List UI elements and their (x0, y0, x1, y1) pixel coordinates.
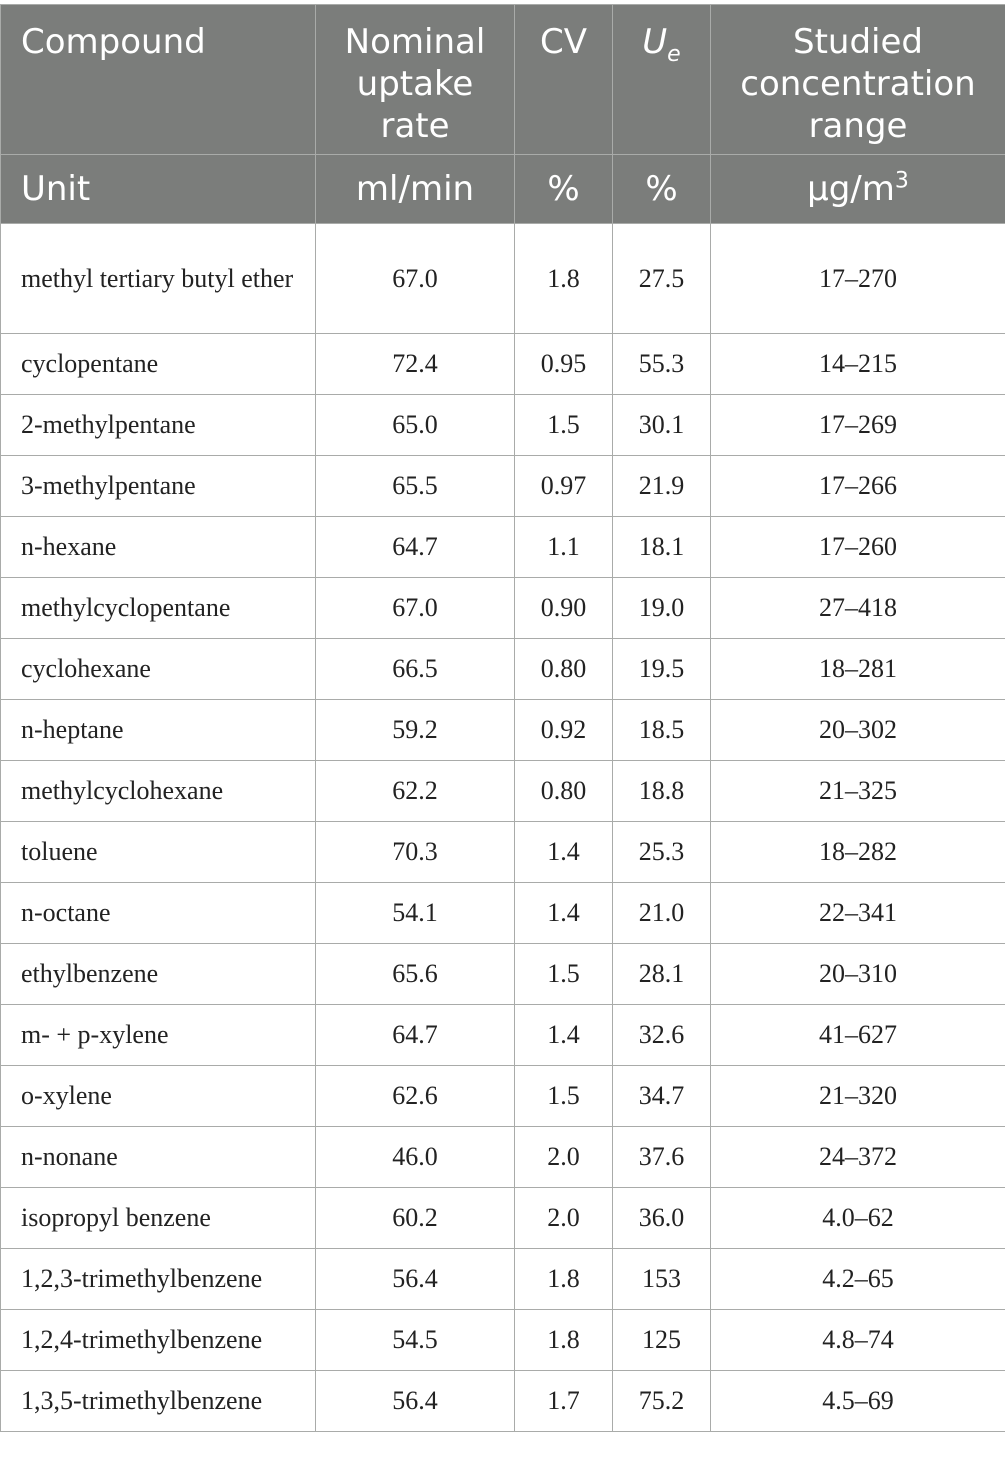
compound-cell: toluene (1, 822, 316, 883)
uptake-rate-cell: 65.6 (316, 944, 515, 1005)
table-row (1, 395, 1005, 456)
compound-cell: cyclopentane (1, 334, 316, 395)
compound-cell: n-hexane (1, 517, 316, 578)
cv-cell: 1.5 (515, 1066, 613, 1127)
compound-cell: ethylbenzene (1, 944, 316, 1005)
cv-cell: 1.8 (515, 1310, 613, 1371)
cv-cell: 1.8 (515, 1249, 613, 1310)
uptake-rate-cell: 54.1 (316, 883, 515, 944)
unit-range-sup: 3 (894, 168, 909, 194)
table-row (1, 1127, 1005, 1188)
table-row (1, 578, 1005, 639)
concentration-range-cell: 17–269 (711, 395, 1005, 456)
concentration-range-cell: 20–310 (711, 944, 1005, 1005)
table-row (1, 700, 1005, 761)
ue-cell: 21.9 (613, 456, 711, 517)
concentration-range-cell: 22–341 (711, 883, 1005, 944)
concentration-range-cell: 20–302 (711, 700, 1005, 761)
cv-cell: 1.1 (515, 517, 613, 578)
ue-cell: 19.5 (613, 639, 711, 700)
concentration-range-cell: 4.8–74 (711, 1310, 1005, 1371)
header-uptake-line: rate (380, 106, 450, 146)
cv-cell: 1.7 (515, 1371, 613, 1432)
ue-cell: 18.5 (613, 700, 711, 761)
header-range-line: Studied (793, 22, 923, 62)
concentration-range-cell: 4.5–69 (711, 1371, 1005, 1432)
cv-cell: 1.5 (515, 944, 613, 1005)
uptake-rate-cell: 56.4 (316, 1371, 515, 1432)
uptake-rate-cell: 64.7 (316, 1005, 515, 1066)
table-row (1, 334, 1005, 395)
compound-cell: n-octane (1, 883, 316, 944)
uptake-rate-cell: 46.0 (316, 1127, 515, 1188)
ue-cell: 32.6 (613, 1005, 711, 1066)
ue-cell: 30.1 (613, 395, 711, 456)
uptake-rate-cell: 62.6 (316, 1066, 515, 1127)
cv-cell: 1.5 (515, 395, 613, 456)
cv-cell: 0.90 (515, 578, 613, 639)
ue-cell: 153 (613, 1249, 711, 1310)
concentration-range-cell: 4.2–65 (711, 1249, 1005, 1310)
table-body (1, 224, 1005, 1432)
compound-cell: n-nonane (1, 1127, 316, 1188)
compound-cell: 3-methylpentane (1, 456, 316, 517)
header-range-line: concentration (740, 64, 976, 104)
header-compound: Compound (1, 5, 316, 155)
ue-cell: 36.0 (613, 1188, 711, 1249)
ue-cell: 21.0 (613, 883, 711, 944)
uptake-rate-cell: 65.5 (316, 456, 515, 517)
ue-cell: 18.1 (613, 517, 711, 578)
unit-range-base: μg/m (807, 169, 895, 209)
cv-cell: 2.0 (515, 1188, 613, 1249)
concentration-range-cell: 18–282 (711, 822, 1005, 883)
table-unit-row (1, 155, 1005, 224)
cv-cell: 0.97 (515, 456, 613, 517)
table-row (1, 639, 1005, 700)
table-row (1, 1310, 1005, 1371)
uptake-rate-cell: 64.7 (316, 517, 515, 578)
compound-cell: m- + p-xylene (1, 1005, 316, 1066)
concentration-range-cell: 18–281 (711, 639, 1005, 700)
compound-cell: isopropyl benzene (1, 1188, 316, 1249)
header-range-line: range (808, 106, 908, 146)
ue-cell: 34.7 (613, 1066, 711, 1127)
table-header-row (1, 5, 1005, 155)
compound-cell: methylcyclopentane (1, 578, 316, 639)
header-ue-main: U (642, 22, 668, 62)
table-row (1, 1249, 1005, 1310)
uptake-rate-cell: 70.3 (316, 822, 515, 883)
unit-ue: % (613, 155, 711, 224)
table-row (1, 1188, 1005, 1249)
unit-uptake: ml/min (316, 155, 515, 224)
ue-cell: 28.1 (613, 944, 711, 1005)
ue-cell: 19.0 (613, 578, 711, 639)
concentration-range-cell: 17–270 (711, 224, 1005, 334)
compound-cell: cyclohexane (1, 639, 316, 700)
compound-cell: 1,2,3-trimethylbenzene (1, 1249, 316, 1310)
table-row (1, 761, 1005, 822)
ue-cell: 18.8 (613, 761, 711, 822)
header-concentration-range (711, 5, 1005, 155)
concentration-range-cell: 14–215 (711, 334, 1005, 395)
concentration-range-cell: 21–325 (711, 761, 1005, 822)
header-cv: CV (515, 5, 613, 155)
cv-cell: 0.95 (515, 334, 613, 395)
uptake-rate-cell: 62.2 (316, 761, 515, 822)
cv-cell: 2.0 (515, 1127, 613, 1188)
uptake-rate-cell: 56.4 (316, 1249, 515, 1310)
table-row (1, 1371, 1005, 1432)
table-row (1, 517, 1005, 578)
unit-range (711, 155, 1005, 224)
compound-cell: n-heptane (1, 700, 316, 761)
unit-cv: % (515, 155, 613, 224)
cv-cell: 1.4 (515, 822, 613, 883)
concentration-range-cell: 21–320 (711, 1066, 1005, 1127)
header-ue-sub: e (667, 41, 681, 67)
header-uptake-line: Nominal (344, 22, 486, 62)
concentration-range-cell: 17–260 (711, 517, 1005, 578)
concentration-range-cell: 41–627 (711, 1005, 1005, 1066)
uptake-rate-cell: 66.5 (316, 639, 515, 700)
cv-cell: 0.80 (515, 761, 613, 822)
uptake-rate-cell: 67.0 (316, 224, 515, 334)
ue-cell: 37.6 (613, 1127, 711, 1188)
uptake-rate-cell: 59.2 (316, 700, 515, 761)
ue-cell: 27.5 (613, 224, 711, 334)
ue-cell: 75.2 (613, 1371, 711, 1432)
header-uptake-line: uptake (356, 64, 474, 104)
concentration-range-cell: 27–418 (711, 578, 1005, 639)
concentration-range-cell: 4.0–62 (711, 1188, 1005, 1249)
header-ue (613, 5, 711, 155)
concentration-range-cell: 17–266 (711, 456, 1005, 517)
concentration-range-cell: 24–372 (711, 1127, 1005, 1188)
table-row (1, 224, 1005, 334)
table-row (1, 883, 1005, 944)
compound-cell: 1,3,5-trimethylbenzene (1, 1371, 316, 1432)
uptake-rate-cell: 72.4 (316, 334, 515, 395)
uptake-rate-table (0, 4, 1005, 1432)
table-row (1, 456, 1005, 517)
table-row (1, 822, 1005, 883)
cv-cell: 0.80 (515, 639, 613, 700)
uptake-rate-cell: 54.5 (316, 1310, 515, 1371)
ue-cell: 125 (613, 1310, 711, 1371)
ue-cell: 55.3 (613, 334, 711, 395)
uptake-rate-cell: 67.0 (316, 578, 515, 639)
table-row (1, 1066, 1005, 1127)
compound-cell: methyl tertiary butyl ether (1, 224, 316, 334)
compound-cell: 1,2,4-trimethylbenzene (1, 1310, 316, 1371)
table-row (1, 944, 1005, 1005)
cv-cell: 0.92 (515, 700, 613, 761)
compound-cell: 2-methylpentane (1, 395, 316, 456)
cv-cell: 1.8 (515, 224, 613, 334)
uptake-rate-cell: 65.0 (316, 395, 515, 456)
header-uptake-rate (316, 5, 515, 155)
compound-cell: o-xylene (1, 1066, 316, 1127)
ue-cell: 25.3 (613, 822, 711, 883)
cv-cell: 1.4 (515, 1005, 613, 1066)
cv-cell: 1.4 (515, 883, 613, 944)
uptake-rate-cell: 60.2 (316, 1188, 515, 1249)
unit-label: Unit (1, 155, 316, 224)
compound-cell: methylcyclohexane (1, 761, 316, 822)
table-row (1, 1005, 1005, 1066)
